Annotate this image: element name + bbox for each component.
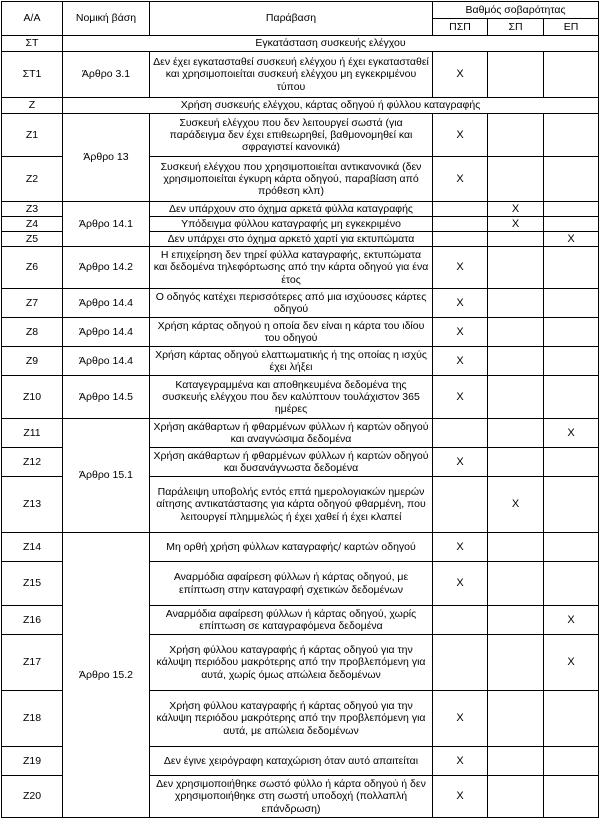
mark-ep <box>544 477 599 533</box>
table-row <box>2 533 599 562</box>
row-code: Ζ17 <box>2 635 63 691</box>
mark-ep <box>544 691 599 747</box>
violation-text: Η επιχείρηση δεν τηρεί φύλλα καταγραφής, εκτυπώματα και δεδομένα τηλεφόρτωσης από την κάρτα οδηγού για ένα έτος <box>150 247 433 289</box>
row-code: Ζ7 <box>2 289 63 318</box>
header-row <box>2 2 599 19</box>
mark-psp <box>433 606 488 635</box>
legal-basis: Άρθρο 14.1 <box>63 202 150 247</box>
mark-ep <box>544 114 599 157</box>
row-code: Ζ4 <box>2 217 63 232</box>
mark-psp: X <box>433 52 488 98</box>
mark-ep <box>544 157 599 202</box>
mark-sp <box>488 289 544 318</box>
violation-text: Χρήση φύλλου καταγραφής ή κάρτας οδηγού για την κάλυψη περιόδου μακρότερης από την προβλεπόμενη για αυτά, χωρίς όμως απώλεια δεδομένων <box>150 635 433 691</box>
mark-ep: X <box>544 606 599 635</box>
mark-ep <box>544 776 599 818</box>
violation-text: Χρήση κάρτας οδηγού ελαττωματικής ή της οποίας η ισχύς έχει λήξει <box>150 347 433 376</box>
mark-psp: X <box>433 533 488 562</box>
table-row <box>2 318 599 347</box>
row-code: Ζ5 <box>2 232 63 247</box>
mark-ep <box>544 217 599 232</box>
table-row <box>2 289 599 318</box>
mark-psp: X <box>433 376 488 419</box>
legal-basis: Άρθρο 14.5 <box>63 376 150 419</box>
mark-psp: X <box>433 691 488 747</box>
header-legal-basis: Νομική βάση <box>63 2 150 36</box>
violation-text: Χρήση φύλλου καταγραφής ή κάρτας οδηγού για την κάλυψη περιόδου μακρότερης από την προβλεπόμενη για αυτά, με απώλεια δεδομένων <box>150 691 433 747</box>
violation-text: Αναρμόδια αφαίρεση φύλλων ή κάρτας οδηγού, χωρίς επίπτωση σε καταγραφόμενα δεδομένα <box>150 606 433 635</box>
section-code: ΣΤ <box>2 36 63 52</box>
violation-text: Δεν έγινε χειρόγραφη καταχώριση όταν αυτό απαιτείται <box>150 747 433 776</box>
mark-ep <box>544 562 599 606</box>
violation-text: Δεν χρησιμοποιήθηκε σωστό φύλλο ή κάρτα οδηγού ή δεν χρησιμοποιήθηκε στη σωστή υποδοχή (πολλαπλή επάνδρωση) <box>150 776 433 818</box>
table-row <box>2 52 599 98</box>
row-code: Ζ10 <box>2 376 63 419</box>
violation-text: Χρήση ακάθαρτων ή φθαρμένων φύλλων ή καρτών οδηγού και δυσανάγνωστα δεδομένα <box>150 448 433 477</box>
mark-ep <box>544 202 599 217</box>
legal-basis: Άρθρο 3.1 <box>63 52 150 98</box>
mark-ep <box>544 448 599 477</box>
table-row <box>2 376 599 419</box>
legal-basis: Άρθρο 15.1 <box>63 419 150 533</box>
violation-text: Καταγεγραμμένα και αποθηκευμένα δεδομένα της συσκευής ελέγχου που δεν καλύπτουν τουλάχιστον 365 ημέρες <box>150 376 433 419</box>
mark-psp: X <box>433 448 488 477</box>
row-code: Ζ16 <box>2 606 63 635</box>
mark-sp <box>488 232 544 247</box>
legal-basis: Άρθρο 13 <box>63 114 150 202</box>
section-code: Ζ <box>2 98 63 114</box>
violation-text: Χρήση ακάθαρτων ή φθαρμένων φύλλων ή καρτών οδηγού και αναγνώσιμα δεδομένα <box>150 419 433 448</box>
mark-ep <box>544 747 599 776</box>
section-row-z <box>2 98 599 114</box>
row-code: Ζ3 <box>2 202 63 217</box>
mark-psp: X <box>433 776 488 818</box>
violation-text: Αναρμόδια αφαίρεση φύλλων ή κάρτας οδηγού, με επίπτωση στην καταγραφή σχετικών δεδομένων <box>150 562 433 606</box>
mark-sp <box>488 635 544 691</box>
mark-sp: X <box>488 477 544 533</box>
table-row <box>2 247 599 289</box>
mark-psp <box>433 419 488 448</box>
row-code: Ζ1 <box>2 114 63 157</box>
row-code: Ζ12 <box>2 448 63 477</box>
mark-sp <box>488 606 544 635</box>
row-code: Ζ14 <box>2 533 63 562</box>
mark-ep <box>544 376 599 419</box>
header-sp: ΣΠ <box>488 19 544 36</box>
section-title: Χρήση συσκευής ελέγχου, κάρτας οδηγού ή φύλλου καταγραφής <box>63 98 599 114</box>
section-row-st <box>2 36 599 52</box>
violation-text: Υπόδειγμα φύλλου καταγραφής μη εγκεκριμένο <box>150 217 433 232</box>
legal-basis: Άρθρο 15.2 <box>63 533 150 818</box>
row-code: Ζ9 <box>2 347 63 376</box>
violation-text: Δεν έχει εγκατασταθεί συσκευή ελέγχου ή έχει εγκατασταθεί και χρησιμοποιείται συσκευή ελέγχου μη εγκεκριμένου τύπου <box>150 52 433 98</box>
mark-psp: X <box>433 289 488 318</box>
mark-sp <box>488 448 544 477</box>
mark-sp <box>488 376 544 419</box>
mark-ep <box>544 289 599 318</box>
mark-sp <box>488 533 544 562</box>
violation-text: Ο οδηγός κατέχει περισσότερες από μια ισχύουσες κάρτες οδηγού <box>150 289 433 318</box>
mark-psp: X <box>433 347 488 376</box>
table-row <box>2 347 599 376</box>
mark-sp <box>488 318 544 347</box>
mark-psp: X <box>433 318 488 347</box>
mark-ep: X <box>544 232 599 247</box>
mark-sp <box>488 347 544 376</box>
mark-psp: X <box>433 114 488 157</box>
mark-psp: X <box>433 157 488 202</box>
mark-sp <box>488 247 544 289</box>
mark-psp <box>433 202 488 217</box>
section-title: Εγκατάσταση συσκευής ελέγχου <box>63 36 599 52</box>
mark-sp <box>488 776 544 818</box>
mark-psp: X <box>433 247 488 289</box>
mark-psp <box>433 232 488 247</box>
legal-basis: Άρθρο 14.4 <box>63 318 150 347</box>
row-code: ΣΤ1 <box>2 52 63 98</box>
table-row <box>2 419 599 448</box>
mark-psp <box>433 217 488 232</box>
mark-psp <box>433 635 488 691</box>
violation-text: Συσκευή ελέγχου που χρησιμοποιείται αντικανονικά (δεν χρησιμοποιείται έγκυρη κάρτα οδηγού, παραβίαση από πρόθεση κλπ) <box>150 157 433 202</box>
header-severity: Βαθμός σοβαρότητας <box>433 2 599 19</box>
mark-psp <box>433 477 488 533</box>
mark-psp: X <box>433 747 488 776</box>
mark-sp <box>488 52 544 98</box>
violation-text: Παράλειψη υποβολής εντός επτά ημερολογιακών ημερών αίτησης αντικατάστασης για κάρτα οδηγού φθαρμένη, που λειτουργεί πλημμελώς ή έχει χαθεί ή έχει κλαπεί <box>150 477 433 533</box>
row-code: Ζ15 <box>2 562 63 606</box>
mark-ep: X <box>544 635 599 691</box>
row-code: Ζ20 <box>2 776 63 818</box>
mark-sp <box>488 157 544 202</box>
mark-sp <box>488 747 544 776</box>
mark-ep <box>544 52 599 98</box>
legal-basis: Άρθρο 14.2 <box>63 247 150 289</box>
header-ep: ΕΠ <box>544 19 599 36</box>
row-code: Ζ8 <box>2 318 63 347</box>
row-code: Ζ2 <box>2 157 63 202</box>
mark-ep <box>544 318 599 347</box>
header-violation: Παράβαση <box>150 2 433 36</box>
row-code: Ζ18 <box>2 691 63 747</box>
mark-ep <box>544 347 599 376</box>
row-code: Ζ11 <box>2 419 63 448</box>
table-row <box>2 202 599 217</box>
legal-basis: Άρθρο 14.4 <box>63 289 150 318</box>
row-code: Ζ13 <box>2 477 63 533</box>
row-code: Ζ6 <box>2 247 63 289</box>
violation-text: Χρήση κάρτας οδηγού η οποία δεν είναι η κάρτα του ιδίου του οδηγού <box>150 318 433 347</box>
violation-text: Μη ορθή χρήση φύλλων καταγραφής/ καρτών οδηγού <box>150 533 433 562</box>
mark-sp <box>488 114 544 157</box>
mark-ep <box>544 533 599 562</box>
header-aa: Α/Α <box>2 2 63 36</box>
mark-psp: X <box>433 562 488 606</box>
mark-ep: X <box>544 419 599 448</box>
mark-ep <box>544 247 599 289</box>
violation-text: Δεν υπάρχουν στο όχημα αρκετά φύλλα καταγραφής <box>150 202 433 217</box>
violation-text: Δεν υπάρχει στο όχημα αρκετό χαρτί για εκτυπώματα <box>150 232 433 247</box>
violations-table <box>1 1 599 818</box>
violation-text: Συσκευή ελέγχου που δεν λειτουργεί σωστά (για παράδειγμα δεν έχει επιθεωρηθεί, βαθμονομηθεί και σφραγιστεί κανονικά) <box>150 114 433 157</box>
legal-basis: Άρθρο 14.4 <box>63 347 150 376</box>
mark-sp: X <box>488 217 544 232</box>
mark-sp <box>488 419 544 448</box>
mark-sp <box>488 691 544 747</box>
mark-sp: X <box>488 202 544 217</box>
row-code: Ζ19 <box>2 747 63 776</box>
table-row <box>2 114 599 157</box>
header-psp: ΠΣΠ <box>433 19 488 36</box>
mark-sp <box>488 562 544 606</box>
